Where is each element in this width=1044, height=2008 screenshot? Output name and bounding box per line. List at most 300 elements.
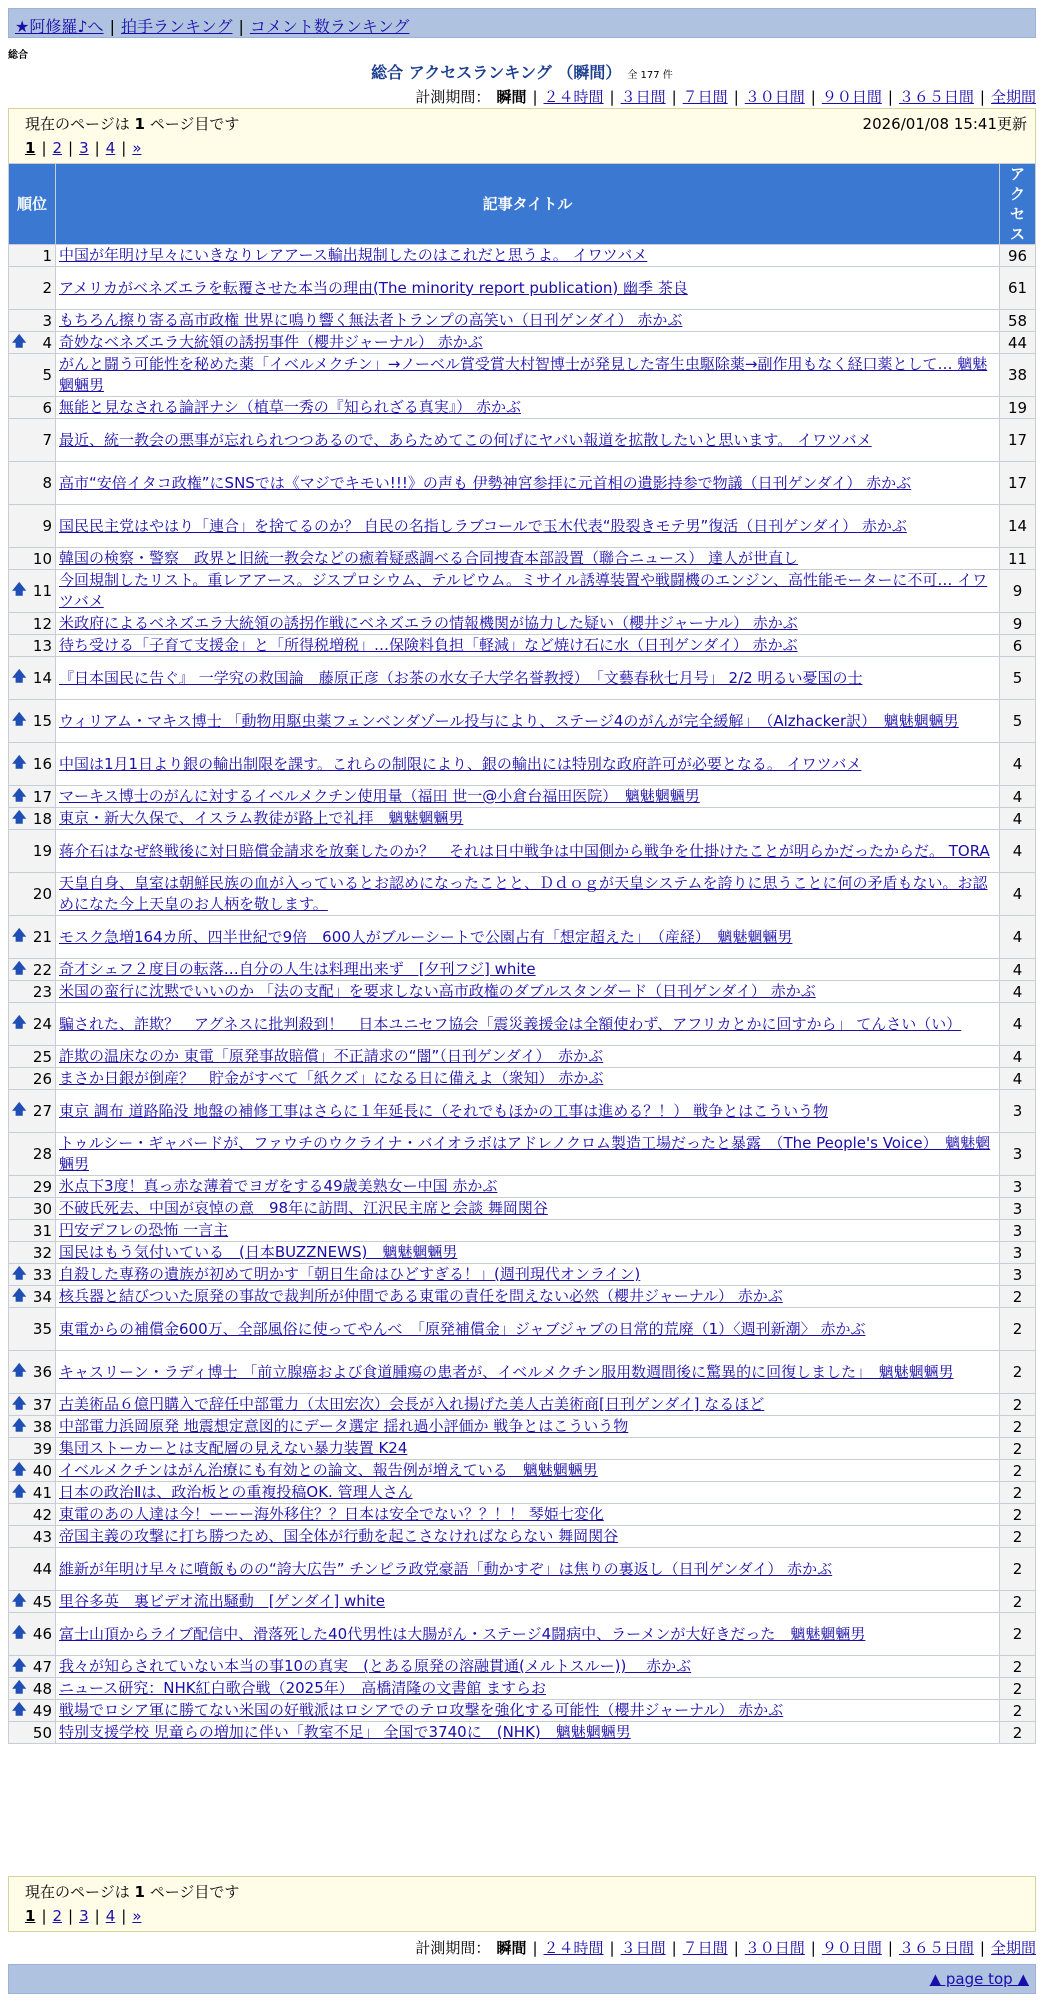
rank-number: 8 bbox=[42, 474, 52, 492]
article-title-link[interactable]: 韓国の検察・警察 政界と旧統一教会などの癒着疑惑調べる合同捜査本部設置（聯合ニュース） 達人が世直し bbox=[59, 549, 799, 567]
access-count: 17 bbox=[1000, 462, 1036, 505]
rank-number: 6 bbox=[42, 398, 52, 417]
period-option-6[interactable]: 全期間 bbox=[990, 88, 1036, 106]
page-separator: | bbox=[121, 139, 127, 157]
page-separator: | bbox=[41, 139, 47, 157]
rank-number: 10 bbox=[32, 549, 52, 568]
pager-top bbox=[8, 108, 1036, 164]
title-cell bbox=[56, 916, 1000, 959]
article-title-link[interactable]: 日本の政治Ⅱは、政治板との重複投稿OK. 管理人さん bbox=[59, 1483, 413, 1501]
rank-cell bbox=[9, 1394, 56, 1416]
access-count: 3 bbox=[1000, 1133, 1036, 1176]
page-links bbox=[25, 1907, 142, 1925]
article-title-link[interactable]: 中国は1月1日より銀の輸出制限を課す。これらの制限により、銀の輸出には特別な政府許可が必要となる。 イワツバメ bbox=[59, 754, 862, 773]
period-option-4[interactable]: ９０日間 bbox=[821, 1939, 882, 1957]
access-count: 2 bbox=[1000, 1504, 1036, 1526]
article-title-link[interactable]: 蒋介石はなぜ終戦後に対日賠償金請求を放棄したのか？ それは日中戦争は中国側から戦争を仕掛けたことが明らかだったからだ。 TORA bbox=[59, 841, 990, 860]
rank-cell bbox=[9, 786, 56, 808]
article-title-link[interactable]: 東京・新大久保で、イスラム教徒が路上で礼拝 魑魅魍魎男 bbox=[59, 809, 464, 827]
rank-up-arrow-icon: 🡅 bbox=[12, 809, 27, 826]
access-count: 2 bbox=[1000, 1613, 1036, 1656]
rank-cell bbox=[9, 419, 56, 462]
ranking-title: 総合 アクセスランキング （瞬間） bbox=[371, 63, 622, 82]
rank-cell bbox=[9, 808, 56, 830]
table-row bbox=[9, 808, 1036, 830]
table-row bbox=[9, 1286, 1036, 1308]
title-cell bbox=[56, 1046, 1000, 1068]
rank-cell bbox=[9, 1591, 56, 1613]
title-cell bbox=[56, 1548, 1000, 1591]
period-option-2[interactable]: ７日間 bbox=[682, 1939, 728, 1957]
table-row bbox=[9, 1394, 1036, 1416]
table-row bbox=[9, 462, 1036, 505]
article-title-link[interactable]: がんと闘う可能性を秘めた薬「イベルメクチン」→ノーベル賞受賞大村智博士が発見した寄生虫駆除薬→副作用もなく経口薬として… 魑魅魍魎男 bbox=[59, 355, 988, 394]
page-link-0: 1 bbox=[25, 1907, 36, 1925]
title-cell bbox=[56, 1242, 1000, 1264]
rank-up-arrow-icon: 🡅 bbox=[12, 1287, 27, 1304]
period-option-5[interactable]: ３６５日間 bbox=[898, 1939, 974, 1957]
rank-column-header: 順位 bbox=[9, 164, 56, 245]
table-row bbox=[9, 1046, 1036, 1068]
rank-up-arrow-icon: 🡅 bbox=[12, 1363, 27, 1379]
article-title-link[interactable]: 天皇自身、皇室は朝鮮民族の血が入っているとお認めになったことと、Ｄｄｏｇが天皇システムを誇りに思うことに何の矛盾もない。お認めになた今上天皇のお人柄を敬します。 bbox=[59, 874, 988, 913]
table-row bbox=[9, 700, 1036, 743]
rank-cell bbox=[9, 310, 56, 332]
page-separator: | bbox=[94, 1907, 100, 1925]
article-title-link[interactable]: 今回規制したリスト。重レアアース。ジスプロシウム、テルビウム。ミサイル誘導装置や戦闘機のエンジン、高性能モーターに不可… イワツバメ bbox=[59, 571, 988, 610]
table-row bbox=[9, 1613, 1036, 1656]
title-cell bbox=[56, 1504, 1000, 1526]
title-column-header: 記事タイトル bbox=[56, 164, 1000, 245]
rank-number: 21 bbox=[32, 928, 52, 946]
title-cell bbox=[56, 1264, 1000, 1286]
rank-number: 18 bbox=[32, 809, 52, 828]
period-separator: | bbox=[979, 1939, 985, 1957]
access-count: 2 bbox=[1000, 1722, 1036, 1744]
article-title-link[interactable]: まさか日銀が倒産？ 貯金がすべて「紙クズ」になる日に備えよ（衆知） 赤かぶ bbox=[59, 1069, 604, 1087]
article-title-link[interactable]: 最近、統一教会の悪事が忘れられつつあるので、あらためてこの何げにヤバい報道を拡散したいと思います。 イワツバメ bbox=[59, 430, 872, 449]
table-row bbox=[9, 397, 1036, 419]
article-title-link[interactable]: 集団ストーカーとは支配層の見えない暴力装置 K24 bbox=[59, 1439, 408, 1457]
period-separator: | bbox=[887, 88, 893, 106]
comment-ranking-link[interactable]: コメント数ランキング bbox=[249, 17, 410, 36]
rank-number: 9 bbox=[42, 517, 52, 535]
article-title-link[interactable]: 核兵器と結びついた原発の事故で裁判所が仲間である東電の責任を問えない必然（櫻井ジャーナル） 赤かぶ bbox=[59, 1287, 783, 1305]
rank-number: 7 bbox=[42, 431, 52, 449]
title-cell bbox=[56, 613, 1000, 635]
title-cell bbox=[56, 1133, 1000, 1176]
title-cell bbox=[56, 1526, 1000, 1548]
access-count: 3 bbox=[1000, 1220, 1036, 1242]
access-count: 11 bbox=[1000, 548, 1036, 570]
article-title-link[interactable]: 富士山頂からライブ配信中、滑落死した40代男性は大腸がん・ステージ4闘病中、ラーメンが大好きだった 魑魅魍魎男 bbox=[59, 1624, 866, 1643]
rank-cell bbox=[9, 548, 56, 570]
period-separator: | bbox=[671, 88, 677, 106]
title-cell bbox=[56, 548, 1000, 570]
article-title-link[interactable]: 詐欺の温床なのか 東電「原発事故賠償」不正請求の“闇”（日刊ゲンダイ） 赤かぶ bbox=[59, 1047, 604, 1065]
page-status-suffix: ページ目です bbox=[144, 1883, 240, 1901]
period-separator: | bbox=[609, 1939, 615, 1957]
rank-cell bbox=[9, 1504, 56, 1526]
access-count: 44 bbox=[1000, 332, 1036, 354]
access-count: 4 bbox=[1000, 959, 1036, 981]
page-separator: | bbox=[68, 139, 74, 157]
page-link-0: 1 bbox=[25, 139, 36, 157]
page-top-link[interactable]: ▲ page top ▲ bbox=[929, 1970, 1029, 1988]
article-title-link[interactable]: 国民はもう気付いている (日本BUZZNEWS) 魑魅魍魎男 bbox=[59, 1243, 458, 1261]
title-cell bbox=[56, 1656, 1000, 1678]
title-cell bbox=[56, 1416, 1000, 1438]
item-count: 全 177 件 bbox=[627, 70, 673, 81]
rank-cell bbox=[9, 1416, 56, 1438]
period-separator: | bbox=[733, 1939, 739, 1957]
rank-up-arrow-icon: 🡅 bbox=[12, 1395, 27, 1412]
rank-cell bbox=[9, 354, 56, 397]
rank-up-arrow-icon: 🡅 bbox=[12, 1417, 27, 1434]
article-title-link[interactable]: ウィリアム・マキス博士 「動物用駆虫薬フェンベンダゾール投与により、ステージ4のがんが完全緩解」 （Alzhacker訳） 魑魅魍魎男 bbox=[59, 711, 959, 730]
rank-number: 35 bbox=[32, 1320, 52, 1338]
article-title-link[interactable]: 古美術品６億円購入で辞任中部電力（太田宏次）会長が入れ揚げた美人古美術商[日刊ゲンダイ] なるほど bbox=[59, 1395, 765, 1413]
access-count: 2 bbox=[1000, 1548, 1036, 1591]
article-title-link[interactable]: 騙された、詐欺？ アグネスに批判殺到！ 日本ユニセフ協会「震災義援金は全額使わず、アフリカとかに回すから」 てんさい（い） bbox=[59, 1014, 962, 1033]
access-count: 58 bbox=[1000, 310, 1036, 332]
home-link[interactable]: ★阿修羅♪へ bbox=[15, 17, 104, 36]
table-row bbox=[9, 245, 1036, 267]
article-title-link[interactable]: 米国の蛮行に沈黙でいいのか 「法の支配」を要求しない高市政権のダブルスタンダード（日刊ゲンダイ） 赤かぶ bbox=[59, 982, 816, 1000]
rank-cell bbox=[9, 505, 56, 548]
period-separator: | bbox=[810, 88, 816, 106]
rank-number: 5 bbox=[42, 366, 52, 384]
title-cell bbox=[56, 1068, 1000, 1090]
article-title-link[interactable]: 維新が年明け早々に噴飯ものの“誇大広告” チンピラ政党豪語「動かすぞ」は焦りの裏返し（日刊ゲンダイ） 赤かぶ bbox=[59, 1559, 833, 1578]
article-title-link[interactable]: 自殺した専務の遺族が初めて明かす「朝日生命はひどすぎる！」(週刊現代オンライン) bbox=[59, 1265, 641, 1283]
access-count: 2 bbox=[1000, 1286, 1036, 1308]
period-separator: | bbox=[532, 1939, 538, 1957]
page-status-prefix: 現在のページは bbox=[25, 1883, 135, 1901]
title-cell bbox=[56, 1700, 1000, 1722]
page-separator: | bbox=[121, 1907, 127, 1925]
rank-cell bbox=[9, 1438, 56, 1460]
rank-number: 32 bbox=[32, 1243, 52, 1262]
access-count: 14 bbox=[1000, 505, 1036, 548]
article-title-link[interactable]: 中国が年明け早々にいきなりレアアース輸出規制したのはこれだと思うよ。 イワツバメ bbox=[59, 246, 648, 264]
rank-number: 16 bbox=[32, 755, 52, 773]
title-cell bbox=[56, 1198, 1000, 1220]
rank-cell bbox=[9, 1090, 56, 1133]
title-cell bbox=[56, 1438, 1000, 1460]
rank-number: 46 bbox=[32, 1625, 52, 1643]
article-title-link[interactable]: アメリカがベネズエラを転覆させた本当の理由(The minority report publication) 幽季 茶良 bbox=[59, 278, 688, 297]
rank-number: 30 bbox=[32, 1199, 52, 1218]
period-selector-top bbox=[415, 86, 1036, 107]
access-count: 2 bbox=[1000, 1656, 1036, 1678]
table-row bbox=[9, 1722, 1036, 1744]
period-option-0[interactable]: ２４時間 bbox=[543, 88, 604, 106]
page-link-3[interactable]: 4 bbox=[105, 1907, 116, 1925]
article-title-link[interactable]: 無能と見なされる論評ナシ（植草一秀の『知られざる真実』） 赤かぶ bbox=[59, 398, 521, 416]
title-cell bbox=[56, 1460, 1000, 1482]
rank-cell bbox=[9, 1613, 56, 1656]
rank-number: 20 bbox=[32, 885, 52, 903]
title-cell bbox=[56, 830, 1000, 873]
rank-up-arrow-icon: 🡅 bbox=[12, 960, 27, 977]
access-count: 38 bbox=[1000, 354, 1036, 397]
rank-up-arrow-icon: 🡅 bbox=[12, 712, 27, 728]
rank-number: 33 bbox=[32, 1265, 52, 1284]
rank-up-arrow-icon: 🡅 bbox=[12, 333, 27, 350]
article-title-link[interactable]: 国民民主党はやはり「連合」を捨てるのか？ 自民の名指しラブコールで玉木代表“股裂きモテ男”復活（日刊ゲンダイ） 赤かぶ bbox=[59, 516, 907, 535]
rank-number: 17 bbox=[32, 787, 52, 806]
period-option-3[interactable]: ３０日間 bbox=[744, 88, 805, 106]
table-row bbox=[9, 1351, 1036, 1394]
page-separator: | bbox=[68, 1907, 74, 1925]
article-title-link[interactable]: キャスリーン・ラディ博士 「前立腺癌および食道腫瘍の患者が、イベルメクチン服用数週間後に驚異的に回復しました」 魑魅魍魎男 bbox=[59, 1362, 954, 1381]
rank-number: 19 bbox=[32, 842, 52, 860]
article-title-link[interactable]: 不破氏死去、中国が哀悼の意 98年に訪問、江沢民主席と会談 舞岡関谷 bbox=[59, 1199, 548, 1217]
period-current: 瞬間 bbox=[496, 1939, 527, 1957]
page-link-2[interactable]: 3 bbox=[79, 139, 89, 157]
table-row bbox=[9, 873, 1036, 916]
access-count: 96 bbox=[1000, 245, 1036, 267]
access-count: 4 bbox=[1000, 808, 1036, 830]
rank-up-arrow-icon: 🡅 bbox=[12, 1015, 27, 1031]
access-count: 2 bbox=[1000, 1591, 1036, 1613]
table-row bbox=[9, 1416, 1036, 1438]
page-links bbox=[25, 139, 142, 157]
period-option-5[interactable]: ３６５日間 bbox=[898, 88, 974, 106]
article-title-link[interactable]: 帝国主義の攻撃に打ち勝つため、国全体が行動を起こさなければならない 舞岡関谷 bbox=[59, 1527, 619, 1545]
table-row bbox=[9, 1548, 1036, 1591]
rank-cell bbox=[9, 1482, 56, 1504]
table-row bbox=[9, 657, 1036, 700]
rank-number: 36 bbox=[32, 1363, 52, 1381]
title-cell bbox=[56, 419, 1000, 462]
title-cell bbox=[56, 505, 1000, 548]
title-cell bbox=[56, 1482, 1000, 1504]
article-title-link[interactable]: 米政府によるベネズエラ大統領の誘拐作戦にベネズエラの情報機関が協力した疑い（櫻井ジャーナル） 赤かぶ bbox=[59, 614, 798, 632]
rank-cell bbox=[9, 830, 56, 873]
ranking-table bbox=[8, 163, 1036, 1744]
article-title-link[interactable]: マーキス博士のがんに対するイベルメクチン使用量（福田 世一@小倉台福田医院） 魑魅魍魎男 bbox=[59, 787, 700, 805]
article-title-link[interactable]: 戦場でロシア軍に勝てない米国の好戦派はロシアでのテロ攻撃を強化する可能性（櫻井ジャーナル） 赤かぶ bbox=[59, 1701, 784, 1719]
article-title-link[interactable]: ニュース研究：NHK紅白歌合戦（2025年） 高橋清隆の文書館 ますらお bbox=[59, 1679, 547, 1697]
page-link-3[interactable]: 4 bbox=[105, 139, 116, 157]
title-cell bbox=[56, 397, 1000, 419]
rank-number: 44 bbox=[32, 1560, 52, 1578]
title-cell bbox=[56, 700, 1000, 743]
rank-number: 47 bbox=[32, 1657, 52, 1676]
access-count: 17 bbox=[1000, 419, 1036, 462]
article-title-link[interactable]: 氷点下3度！真っ赤な薄着でヨガをする49歳美熟女ー中国 赤かぶ bbox=[59, 1177, 498, 1195]
table-row bbox=[9, 1700, 1036, 1722]
article-title-link[interactable]: 奇妙なベネズエラ大統領の誘拐事件（櫻井ジャーナル） 赤かぶ bbox=[59, 333, 483, 351]
access-count: 4 bbox=[1000, 743, 1036, 786]
rank-up-arrow-icon: 🡅 bbox=[12, 1657, 27, 1674]
period-option-1[interactable]: ３日間 bbox=[620, 1939, 666, 1957]
rank-cell bbox=[9, 1700, 56, 1722]
access-count: 2 bbox=[1000, 1700, 1036, 1722]
period-separator: | bbox=[609, 88, 615, 106]
article-title-link[interactable]: 特別支援学校 児童らの増加に伴い「教室不足」 全国で3740に (NHK) 魑魅魍魎男 bbox=[59, 1723, 631, 1741]
rank-cell bbox=[9, 1722, 56, 1744]
title-cell bbox=[56, 310, 1000, 332]
period-option-4[interactable]: ９０日間 bbox=[821, 88, 882, 106]
article-title-link[interactable]: 高市“安倍イタコ政権”にSNSでは《マジでキモい!!!》の声も 伊勢神宮参拝に元首相の遺影持参で物議（日刊ゲンダイ） 赤かぶ bbox=[59, 473, 912, 492]
rank-up-arrow-icon: 🡅 bbox=[12, 1592, 27, 1609]
period-option-0[interactable]: ２４時間 bbox=[543, 1939, 604, 1957]
access-count: 2 bbox=[1000, 1460, 1036, 1482]
rank-number: 43 bbox=[32, 1527, 52, 1546]
article-title-link[interactable]: 待ち受ける「子育て支援金」と「所得税増税」…保険料負担「軽減」など焼け石に水（日刊ゲンダイ） 赤かぶ bbox=[59, 636, 798, 654]
title-cell bbox=[56, 1351, 1000, 1394]
period-option-1[interactable]: ３日間 bbox=[620, 88, 666, 106]
access-count: 4 bbox=[1000, 1068, 1036, 1090]
access-count: 61 bbox=[1000, 267, 1036, 310]
rank-number: 37 bbox=[32, 1395, 52, 1414]
table-row bbox=[9, 981, 1036, 1003]
article-title-link[interactable]: トゥルシー・ギャバードが、ファウチのウクライナ・バイオラボはアドレノクロム製造工場だったと暴露 （The People's Voice） 魑魅魍魎男 bbox=[59, 1134, 991, 1173]
page-link-2[interactable]: 3 bbox=[79, 1907, 89, 1925]
article-title-link[interactable]: もちろん擦り寄る高市政権 世界に鳴り響く無法者トランプの高笑い（日刊ゲンダイ） 赤かぶ bbox=[59, 311, 683, 329]
page-separator: | bbox=[94, 139, 100, 157]
article-title-link[interactable]: 東京 調布 道路陥没 地盤の補修工事はさらに１年延長に（それでもほかの工事は進める？！） 戦争とはこういう物 bbox=[59, 1101, 829, 1120]
rank-cell bbox=[9, 700, 56, 743]
page-title bbox=[0, 60, 1044, 83]
rank-cell bbox=[9, 1656, 56, 1678]
table-row bbox=[9, 354, 1036, 397]
page-separator: | bbox=[41, 1907, 47, 1925]
rank-cell bbox=[9, 1198, 56, 1220]
period-separator: | bbox=[979, 88, 985, 106]
period-option-3[interactable]: ３０日間 bbox=[744, 1939, 805, 1957]
table-row bbox=[9, 1656, 1036, 1678]
access-count: 3 bbox=[1000, 1264, 1036, 1286]
rank-cell bbox=[9, 613, 56, 635]
rank-up-arrow-icon: 🡅 bbox=[12, 669, 27, 685]
rank-number: 25 bbox=[32, 1047, 52, 1066]
rank-number: 2 bbox=[42, 279, 52, 297]
page-status-suffix: ページ目です bbox=[144, 115, 240, 133]
table-row bbox=[9, 1198, 1036, 1220]
title-cell bbox=[56, 786, 1000, 808]
article-title-link[interactable]: モスク急増164カ所、四半世紀で9倍 600人がブルーシートで公園占有「想定超えた」 （産経） 魑魅魍魎男 bbox=[59, 927, 793, 946]
rank-number: 34 bbox=[32, 1287, 52, 1306]
title-cell bbox=[56, 1286, 1000, 1308]
page-status bbox=[25, 1881, 239, 1902]
rank-cell bbox=[9, 1003, 56, 1046]
table-row bbox=[9, 1591, 1036, 1613]
rank-cell bbox=[9, 635, 56, 657]
top-nav-bar bbox=[8, 8, 1036, 38]
rank-number: 41 bbox=[32, 1483, 52, 1502]
access-count: 4 bbox=[1000, 916, 1036, 959]
rank-up-arrow-icon: 🡅 bbox=[12, 1102, 27, 1118]
table-row bbox=[9, 1504, 1036, 1526]
rank-cell bbox=[9, 959, 56, 981]
period-option-2[interactable]: ７日間 bbox=[682, 88, 728, 106]
rank-number: 48 bbox=[32, 1679, 52, 1698]
rank-number: 27 bbox=[32, 1102, 52, 1120]
period-separator: | bbox=[810, 1939, 816, 1957]
rank-up-arrow-icon: 🡅 bbox=[12, 1461, 27, 1478]
table-row bbox=[9, 1220, 1036, 1242]
table-row bbox=[9, 830, 1036, 873]
period-separator: | bbox=[733, 88, 739, 106]
access-count: 4 bbox=[1000, 1003, 1036, 1046]
title-cell bbox=[56, 1308, 1000, 1351]
rank-cell bbox=[9, 1242, 56, 1264]
rank-up-arrow-icon: 🡅 bbox=[12, 1679, 27, 1696]
table-row bbox=[9, 1068, 1036, 1090]
rank-cell bbox=[9, 743, 56, 786]
title-cell bbox=[56, 743, 1000, 786]
title-cell bbox=[56, 1090, 1000, 1133]
applause-ranking-link[interactable]: 拍手ランキング bbox=[120, 17, 233, 36]
article-title-link[interactable]: 東電のあの人達は今！ーーー海外移住？？日本は安全でない？？！！ 琴姫七変化 bbox=[59, 1505, 604, 1523]
rank-cell bbox=[9, 1678, 56, 1700]
period-option-6[interactable]: 全期間 bbox=[990, 1939, 1036, 1957]
rank-cell bbox=[9, 1460, 56, 1482]
access-count: 4 bbox=[1000, 1046, 1036, 1068]
article-title-link[interactable]: 『日本国民に告ぐ』 一学究の救国論 藤原正彦（お茶の水女子大学名誉教授） 「文藝春秋七月号」 2/2 明るい憂国の士 bbox=[59, 668, 863, 687]
table-row bbox=[9, 419, 1036, 462]
rank-cell bbox=[9, 1548, 56, 1591]
access-count: 2 bbox=[1000, 1308, 1036, 1351]
rank-cell bbox=[9, 657, 56, 700]
rank-up-arrow-icon: 🡅 bbox=[12, 1483, 27, 1500]
page-link-4[interactable]: » bbox=[132, 1907, 142, 1925]
page-link-1[interactable]: 2 bbox=[52, 1907, 63, 1925]
article-title-link[interactable]: 奇才シェフ２度目の転落…自分の人生は料理出来ず [夕刊フジ] white bbox=[59, 960, 536, 978]
article-title-link[interactable]: 円安デフレの恐怖 一言主 bbox=[59, 1221, 229, 1239]
rank-up-arrow-icon: 🡅 bbox=[12, 1701, 27, 1718]
rank-number: 28 bbox=[32, 1145, 52, 1163]
rank-number: 15 bbox=[32, 712, 52, 730]
title-cell bbox=[56, 462, 1000, 505]
rank-number: 42 bbox=[32, 1505, 52, 1524]
title-cell bbox=[56, 332, 1000, 354]
article-title-link[interactable]: 我々が知らされていない本当の事10の真実 (とある原発の溶融貫通(メルトスルー)) 赤かぶ bbox=[59, 1657, 692, 1675]
access-count: 9 bbox=[1000, 613, 1036, 635]
table-row bbox=[9, 1526, 1036, 1548]
rank-number: 29 bbox=[32, 1177, 52, 1196]
rank-cell bbox=[9, 332, 56, 354]
title-cell bbox=[56, 1176, 1000, 1198]
article-title-link[interactable]: イベルメクチンはがん治療にも有効との論文、報告例が増えている 魑魅魍魎男 bbox=[59, 1461, 598, 1479]
access-count: 4 bbox=[1000, 786, 1036, 808]
rank-cell bbox=[9, 397, 56, 419]
rank-up-arrow-icon: 🡅 bbox=[12, 1265, 27, 1282]
page-link-1[interactable]: 2 bbox=[52, 139, 63, 157]
rank-number: 49 bbox=[32, 1701, 52, 1720]
rank-up-arrow-icon: 🡅 bbox=[12, 582, 27, 598]
access-count: 3 bbox=[1000, 1090, 1036, 1133]
rank-cell bbox=[9, 570, 56, 613]
table-row bbox=[9, 743, 1036, 786]
article-title-link[interactable]: 中部電力浜岡原発 地震想定意図的にデータ選定 揺れ過小評価か 戦争とはこういう物 bbox=[59, 1417, 629, 1435]
access-count: 2 bbox=[1000, 1482, 1036, 1504]
rank-up-arrow-icon: 🡅 bbox=[12, 1625, 27, 1641]
page-link-4[interactable]: » bbox=[132, 139, 142, 157]
article-title-link[interactable]: 里谷多英 裏ビデオ流出騒動 [ゲンダイ] white bbox=[59, 1592, 386, 1610]
article-title-link[interactable]: 東電からの補償金600万、全部風俗に使ってやんべ 「原発補償金」ジャブジャブの日常的荒廃（1）〈週刊新潮〉 赤かぶ bbox=[59, 1319, 866, 1338]
access-count: 5 bbox=[1000, 657, 1036, 700]
rank-up-arrow-icon: 🡅 bbox=[12, 755, 27, 771]
rank-number: 24 bbox=[32, 1015, 52, 1033]
table-row bbox=[9, 1003, 1036, 1046]
access-count: 4 bbox=[1000, 830, 1036, 873]
rank-number: 38 bbox=[32, 1417, 52, 1436]
